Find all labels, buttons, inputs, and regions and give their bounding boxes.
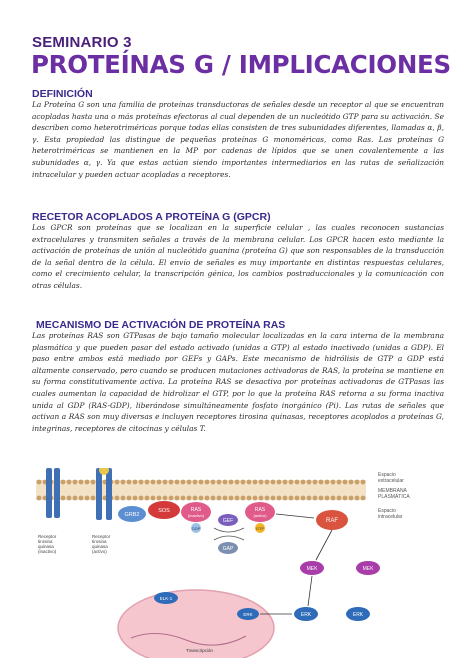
- lipid-head: [145, 480, 150, 485]
- svg-text:Receptortirosinaquinasa(inacti: Receptor tirosina quinasa (inactivo): [38, 534, 57, 554]
- lipid-head: [169, 496, 174, 501]
- lipid-head: [79, 496, 84, 501]
- lipid-head: [187, 480, 192, 485]
- lipid-head: [259, 480, 264, 485]
- lipid-head: [247, 480, 252, 485]
- svg-text:ERK: ERK: [243, 612, 253, 617]
- paragraph-definicion: La Proteína G son una familia de proteínas transductoras de señales desde un receptor al que se encuentran acopladas hasta una o más proteínas efectoras al cual dependen de un nucleótido GTP para su activación. Se describen como heterotriméricas porque todas ellas consisten de tres subunidades diferentes, llamadas α, β, γ. Esta propiedad las distingue de pequeñas proteínas G monoméricas, como Ras. Las proteínas G heterotriméricas se mantienen en la MP por cadenas de lípidos que se unen covalentemente a las subunidades α, γ. Ya que estas actúan siendo importantes intermediarios en las rutas de señalización intracelular y pueden actuar acopladas a receptores.: [32, 100, 444, 179]
- ras-pathway-diagram: [36, 468, 442, 658]
- lipid-head: [241, 496, 246, 501]
- lipid-head: [253, 480, 258, 485]
- lipid-head: [277, 480, 282, 485]
- gdp-label: GDP: [191, 526, 201, 531]
- lipid-head: [181, 496, 186, 501]
- ras-inactive-label: RAS: [190, 507, 202, 513]
- transcripcion-label: Transcripción: [186, 648, 213, 653]
- receptor-labels: [38, 534, 111, 554]
- lipid-head: [283, 496, 288, 501]
- gtp-label: GTP: [255, 526, 265, 531]
- lipid-head: [157, 480, 162, 485]
- lipid-head: [217, 480, 222, 485]
- lipid-head: [133, 496, 138, 501]
- lipid-head: [175, 480, 180, 485]
- lipid-head: [133, 480, 138, 485]
- lipid-head: [205, 480, 210, 485]
- heading-gpcr: RECETOR ACOPLADOS A PROTEÍNA G (GPCR): [32, 211, 271, 223]
- lipid-head: [223, 480, 228, 485]
- lipid-head: [37, 480, 42, 485]
- lipid-head: [235, 480, 240, 485]
- lipid-head: [337, 496, 342, 501]
- lipid-head: [283, 480, 288, 485]
- lipid-head: [91, 496, 96, 501]
- lipid-head: [85, 480, 90, 485]
- svg-text:RAS: RAS: [254, 507, 266, 513]
- lipid-head: [151, 496, 156, 501]
- lipid-head: [343, 496, 348, 501]
- sos-label: SOS: [158, 508, 170, 514]
- lipid-head: [85, 496, 90, 501]
- lipid-head: [277, 496, 282, 501]
- svg-text:(inactivo): (inactivo): [187, 513, 205, 518]
- lipid-head: [319, 496, 324, 501]
- lipid-head: [163, 480, 168, 485]
- lipid-head: [127, 480, 132, 485]
- gap-label: GAP: [222, 546, 234, 552]
- lipid-head: [229, 496, 234, 501]
- lipid-head: [247, 496, 252, 501]
- mek-label-1: MEK: [306, 566, 318, 572]
- lipid-head: [343, 480, 348, 485]
- lipid-head: [301, 480, 306, 485]
- lipid-head: [355, 496, 360, 501]
- lipid-head: [313, 480, 318, 485]
- lipid-head: [199, 496, 204, 501]
- lipid-head: [151, 480, 156, 485]
- lipid-head: [37, 496, 42, 501]
- gap-arrow: [214, 536, 244, 540]
- ras-raf-arrow: [276, 514, 314, 518]
- lipid-head: [181, 480, 186, 485]
- lipid-head: [229, 480, 234, 485]
- lipid-head: [271, 496, 276, 501]
- gef-arrow: [214, 528, 244, 532]
- lipid-head: [337, 480, 342, 485]
- lipid-head: [139, 480, 144, 485]
- lipid-head: [325, 496, 330, 501]
- lipid-head: [289, 496, 294, 501]
- erk-label-2: ERK: [352, 612, 364, 618]
- lipid-head: [331, 480, 336, 485]
- grb2-label: GRB2: [124, 512, 140, 518]
- lipid-head: [193, 480, 198, 485]
- lipid-head: [79, 480, 84, 485]
- svg-text:(activo): (activo): [253, 513, 267, 518]
- lipid-head: [187, 496, 192, 501]
- lipid-head: [121, 496, 126, 501]
- lipid-head: [253, 496, 258, 501]
- lipid-head: [61, 480, 66, 485]
- lipid-head: [235, 496, 240, 501]
- lipid-head: [223, 496, 228, 501]
- side-labels: [378, 472, 410, 520]
- lipid-head: [361, 496, 366, 501]
- lipid-head: [259, 496, 264, 501]
- lipid-head: [169, 480, 174, 485]
- gef-label: GEF: [222, 518, 234, 524]
- lipid-head: [265, 496, 270, 501]
- lipid-head: [301, 496, 306, 501]
- lipid-head: [121, 480, 126, 485]
- lipid-head: [361, 480, 366, 485]
- lipid-head: [145, 496, 150, 501]
- mek-label-2: MEK: [362, 566, 374, 572]
- lipid-head: [331, 496, 336, 501]
- heading-definicion: DEFINICIÓN: [32, 88, 93, 100]
- svg-text:Espacioextracelular: Espacio extracelular: [378, 472, 404, 484]
- lipid-head: [193, 496, 198, 501]
- lipid-head: [67, 496, 72, 501]
- lipid-head: [349, 480, 354, 485]
- lipid-head: [199, 480, 204, 485]
- lipid-head: [241, 480, 246, 485]
- lipid-head: [307, 480, 312, 485]
- lipid-head: [205, 496, 210, 501]
- lipid-head: [127, 496, 132, 501]
- svg-text:Espaciointracelular: Espacio intracelular: [378, 508, 403, 520]
- lipid-head: [211, 496, 216, 501]
- plasma-membrane: [36, 480, 366, 501]
- lipid-head: [61, 496, 66, 501]
- lipid-head: [325, 480, 330, 485]
- lipid-head: [115, 480, 120, 485]
- seminar-label: SEMINARIO 3: [32, 34, 132, 51]
- lipid-head: [163, 496, 168, 501]
- raf-label: RAF: [326, 518, 338, 524]
- lipid-head: [319, 480, 324, 485]
- lipid-head: [73, 480, 78, 485]
- paragraph-ras: Las proteínas RAS son GTPasas de bajo tamaño molecular localizadas en la cara interna de la membrana plasmática y que pueden pasar del estado activado (unidas a GTP) al estado inactivado (unidas a GDP). El paso entre ambos está mediado por GEFs y GAPs. Este mecanismo de hidrólisis de GTP a GDP está altamente conservado, pero cuando se producen mutaciones activadoras de RAS, la proteína se mantiene en su forma constitutivamente activa. La proteína RAS se desactiva por proteínas activadoras de GTPasas las cuales aumentan la capacidad de hidrolizar el GTP, por lo que la proteína RAS retorna a su forma inactiva unida al GDP (RAS-GDP), liberándose simultáneamente fosfato inorgánico (Pi). Las rutas de señales que activan a RAS son muy diversas e incluyen receptores tirosina quinasas, receptores acoplados a proteínas G, integrinas, receptores de citocinas y células T.: [32, 331, 444, 433]
- lipid-head: [91, 480, 96, 485]
- lipid-head: [349, 496, 354, 501]
- lipid-head: [115, 496, 120, 501]
- lipid-head: [295, 496, 300, 501]
- erk-label-1: ERK: [300, 612, 312, 618]
- lipid-head: [139, 496, 144, 501]
- svg-text:Receptortirosinaquinasa(activo: Receptor tirosina quinasa (activo): [92, 534, 111, 554]
- lipid-head: [265, 480, 270, 485]
- lipid-head: [67, 480, 72, 485]
- lipid-head: [307, 496, 312, 501]
- paragraph-gpcr: Los GPCR son proteínas que se localizan en la superficie celular , las cuales reconocen sustancias extracelulares y transmiten señales a través de la membrana celular. Los GPCR hacen esto mediante la activación de proteínas de unión al nucleótido guanina (proteína G) que son responsables de la transducción de la señal dentro de la célula. El envío de señales es muy importante en distintas respuestas celulares, como el crecimiento celular, la transcripción génica, los cambios postraduccionales y la comunicación con otras células.: [32, 223, 444, 290]
- lipid-head: [211, 480, 216, 485]
- lipid-head: [289, 480, 294, 485]
- lipid-head: [73, 496, 78, 501]
- lipid-head: [355, 480, 360, 485]
- lipid-head: [157, 496, 162, 501]
- svg-text:MEMBRANAPLASMÁTICA: MEMBRANA PLASMÁTICA: [378, 488, 410, 500]
- lipid-head: [175, 496, 180, 501]
- lipid-head: [313, 496, 318, 501]
- lipid-head: [217, 496, 222, 501]
- page-title: PROTEÍNAS G / IMPLICACIONES: [31, 50, 451, 79]
- lipid-head: [295, 480, 300, 485]
- heading-ras: MECANISMO DE ACTIVACIÓN DE PROTEÍNA RAS: [36, 319, 286, 331]
- elk1-label: ELK-1: [159, 596, 173, 601]
- lipid-head: [271, 480, 276, 485]
